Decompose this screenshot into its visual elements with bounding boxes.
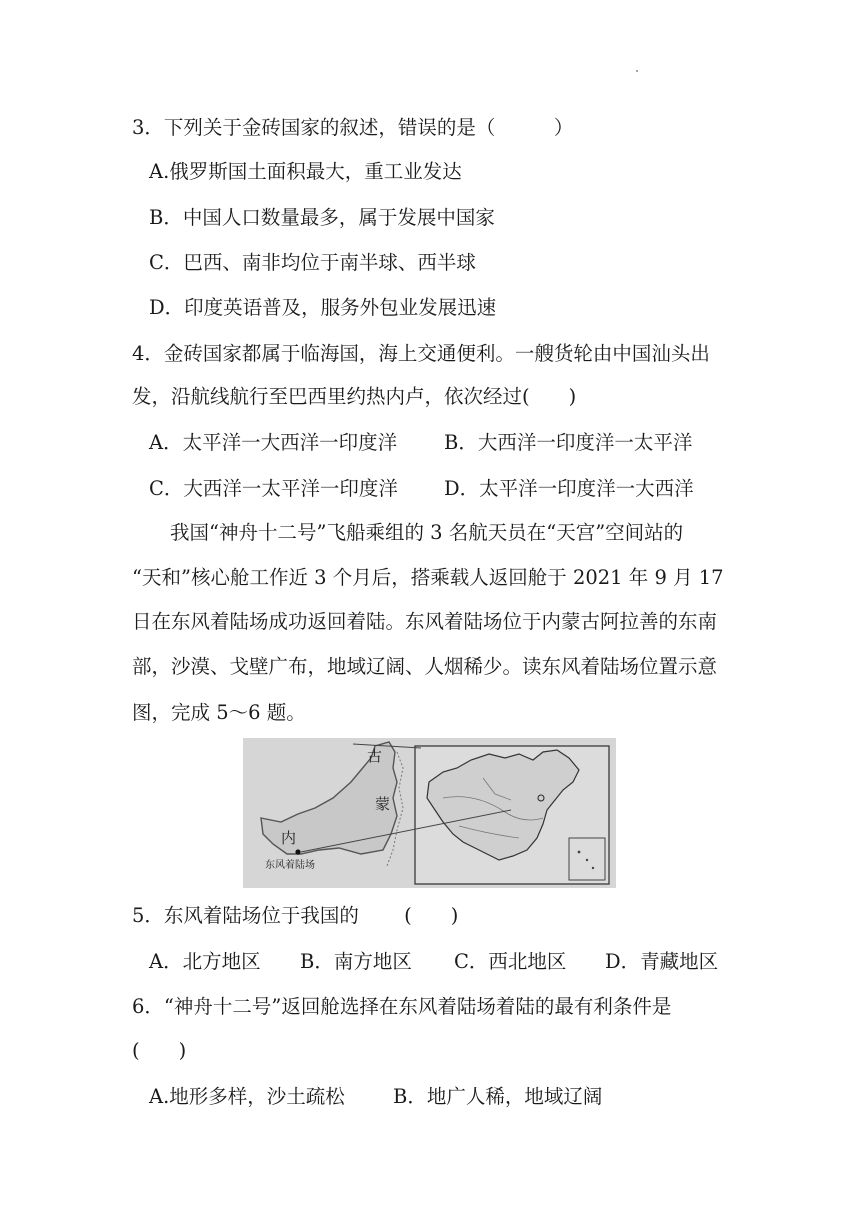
q5-option-a: A．北方地区 xyxy=(149,950,261,973)
map-label-nei: 内 xyxy=(281,829,297,847)
q3-option-c: C．巴西、南非均位于南半球、西半球 xyxy=(149,251,476,274)
passage-line-4: 部，沙漠、戈壁广布，地域辽阔、人烟稀少。读东风着陆场位置示意 xyxy=(132,655,718,678)
q4-option-b: B．大西洋一印度洋一太平洋 xyxy=(444,431,693,454)
passage-line-5: 图，完成 5～6 题。 xyxy=(132,701,306,724)
q6-stem-line2: ( ) xyxy=(132,1039,187,1062)
passage-line-3: 日在东风着陆场成功返回着陆。东风着陆场位于内蒙古阿拉善的东南 xyxy=(132,610,718,633)
q3-stem: 3．下列关于金砖国家的叙述，错误的是（ ） xyxy=(132,116,574,139)
q6-option-a: A.地形多样，沙土疏松 xyxy=(149,1085,345,1108)
q4-stem-line2: 发，沿航线航行至巴西里约热内卢，依次经过( ) xyxy=(132,385,577,408)
passage-line-1: 我国“神舟十二号”飞船乘组的 3 名航天员在“天宫”空间站的 xyxy=(170,521,684,544)
q3-option-d: D．印度英语普及，服务外包业发展迅速 xyxy=(149,296,497,319)
map-label-meng: 蒙 xyxy=(375,795,391,813)
passage-line-2: “天和”核心舱工作近 3 个月后，搭乘载人返回舱于 2021 年 9 月 17 xyxy=(132,566,724,589)
scan-speck xyxy=(636,70,638,72)
q5-option-d: D．青藏地区 xyxy=(605,950,719,973)
q4-option-d: D．太平洋一印度洋一大西洋 xyxy=(444,477,694,500)
map-label-gu: 古 xyxy=(367,747,383,765)
landing-site-map xyxy=(243,738,616,888)
q6-stem-line1: 6．“神舟十二号”返回舱选择在东风着陆场着陆的最有利条件是 xyxy=(132,995,672,1018)
map-label-landing-site: 东风着陆场 xyxy=(265,860,315,871)
q3-option-a: A.俄罗斯国土面积最大，重工业发达 xyxy=(149,160,462,183)
q3-option-b: B．中国人口数量最多，属于发展中国家 xyxy=(149,206,495,229)
q6-option-b: B．地广人稀，地域辽阔 xyxy=(393,1085,603,1108)
q4-option-a: A．太平洋一大西洋一印度洋 xyxy=(149,431,398,454)
q4-option-c: C．大西洋一太平洋一印度洋 xyxy=(149,477,398,500)
q5-option-c: C．西北地区 xyxy=(454,950,567,973)
q5-option-b: B．南方地区 xyxy=(300,950,412,973)
q4-stem-line1: 4．金砖国家都属于临海国，海上交通便利。一艘货轮由中国汕头出 xyxy=(132,342,710,365)
q5-stem: 5．东风着陆场位于我国的 ( ) xyxy=(132,904,459,927)
